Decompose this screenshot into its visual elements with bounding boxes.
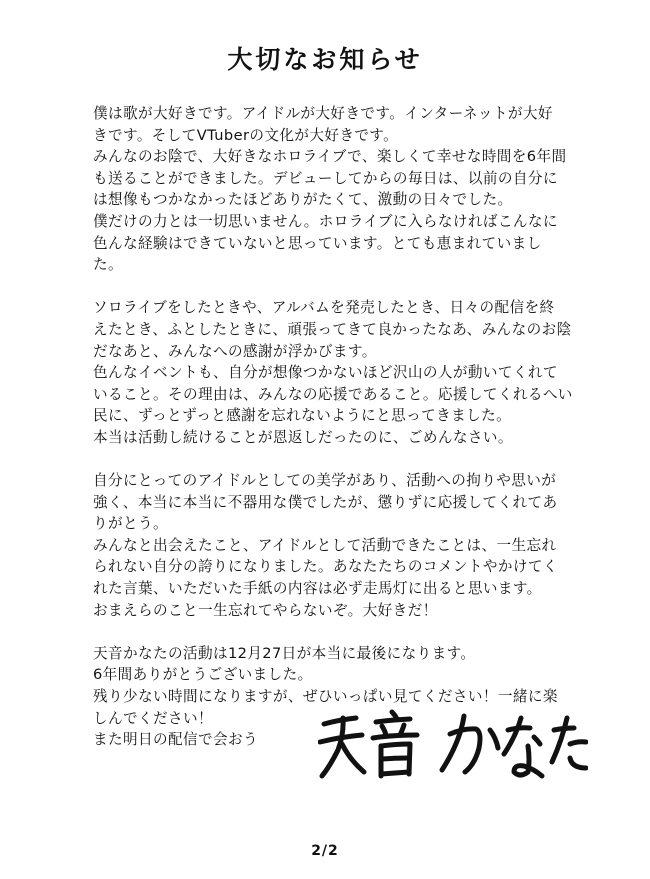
text-line: 自分にとってのアイドルとしての美学があり、活動への拘りや思いが bbox=[93, 472, 557, 490]
text-line: 色んなイベントも、自分が想像つかないほど沢山の人が動いてくれて bbox=[93, 364, 558, 382]
text-line: りがとう。 bbox=[93, 515, 168, 533]
text-line: た。 bbox=[93, 256, 123, 274]
letter-body bbox=[93, 103, 593, 751]
text-line: ソロライブをしたときや、アルバムを発売したとき、日々の配信を終 bbox=[93, 299, 555, 317]
text-line: また明日の配信で会おう bbox=[93, 731, 258, 749]
text-line: は想像もつかなかったほどありがたくて、激動の日々でした。 bbox=[93, 191, 513, 209]
paragraph-gap bbox=[93, 449, 593, 471]
text-line: 僕は歌が大好きです。アイドルが大好きです。インターネットが大好 bbox=[93, 105, 553, 122]
handwritten-signature bbox=[318, 706, 588, 786]
text-line: いること。その理由は、みんなの応援であること。応援してくれるへい bbox=[93, 385, 573, 403]
page-number: 2/2 bbox=[311, 843, 339, 859]
text-line: 6年間ありがとうございました。 bbox=[93, 666, 313, 684]
text-line: おまえらのこと一生忘れてやらないぞ。大好きだ！ bbox=[93, 601, 438, 619]
text-line: 僕だけの力とは一切思いません。ホロライブに入らなければこんなに bbox=[93, 212, 558, 230]
text-line: えたとき、ふとしたときに、頑張ってきて良かったなあ、みんなのお陰 bbox=[93, 320, 572, 338]
text-line: 民に、ずっとずっと感謝を忘れないようにと思ってきました。 bbox=[93, 407, 512, 425]
paragraph-gap bbox=[93, 276, 593, 298]
text-line: 本当は活動し続けることが恩返しだったのに、ごめんなさい。 bbox=[93, 428, 513, 446]
text-line: 強く、本当に本当に不器用な僕でしたが、懲りずに応援してくれてあ bbox=[93, 493, 558, 511]
paragraph-gap bbox=[93, 621, 593, 643]
text-line: みんなと出会えたこと、アイドルとして活動できたことは、一生忘れ bbox=[93, 536, 557, 554]
paragraph bbox=[93, 103, 593, 276]
text-line: られない自分の誇りになりました。あなたたちのコメントやかけてく bbox=[93, 558, 558, 576]
text-line: だなあと、みんなへの感謝が浮かびます。 bbox=[93, 342, 377, 360]
text-line: 天音かなたの活動は12月27日が本当に最後になります。 bbox=[93, 644, 476, 662]
text-line: 残り少ない時間になりますが、ぜひいっぱい見てください！一緒に楽 bbox=[93, 688, 558, 706]
text-line: きです。そしてVTuberの文化が大好きです。 bbox=[93, 126, 399, 144]
text-line: みんなのお陰で、大好きなホロライブで、楽しくて幸せな時間を6年間 bbox=[93, 148, 567, 166]
text-line: も送ることができました。デビューしてからの毎日は、以前の自分に bbox=[93, 169, 558, 187]
text-line: しんでください！ bbox=[93, 709, 213, 727]
page-title: 大切なお知らせ bbox=[227, 45, 423, 74]
text-line: れた言葉、いただいた手紙の内容は必ず走馬灯に出ると思います。 bbox=[93, 580, 542, 598]
paragraph bbox=[93, 297, 593, 448]
text-line: 色んな経験はできていないと思っています。とても恵まれていまし bbox=[93, 234, 542, 252]
paragraph bbox=[93, 470, 593, 621]
